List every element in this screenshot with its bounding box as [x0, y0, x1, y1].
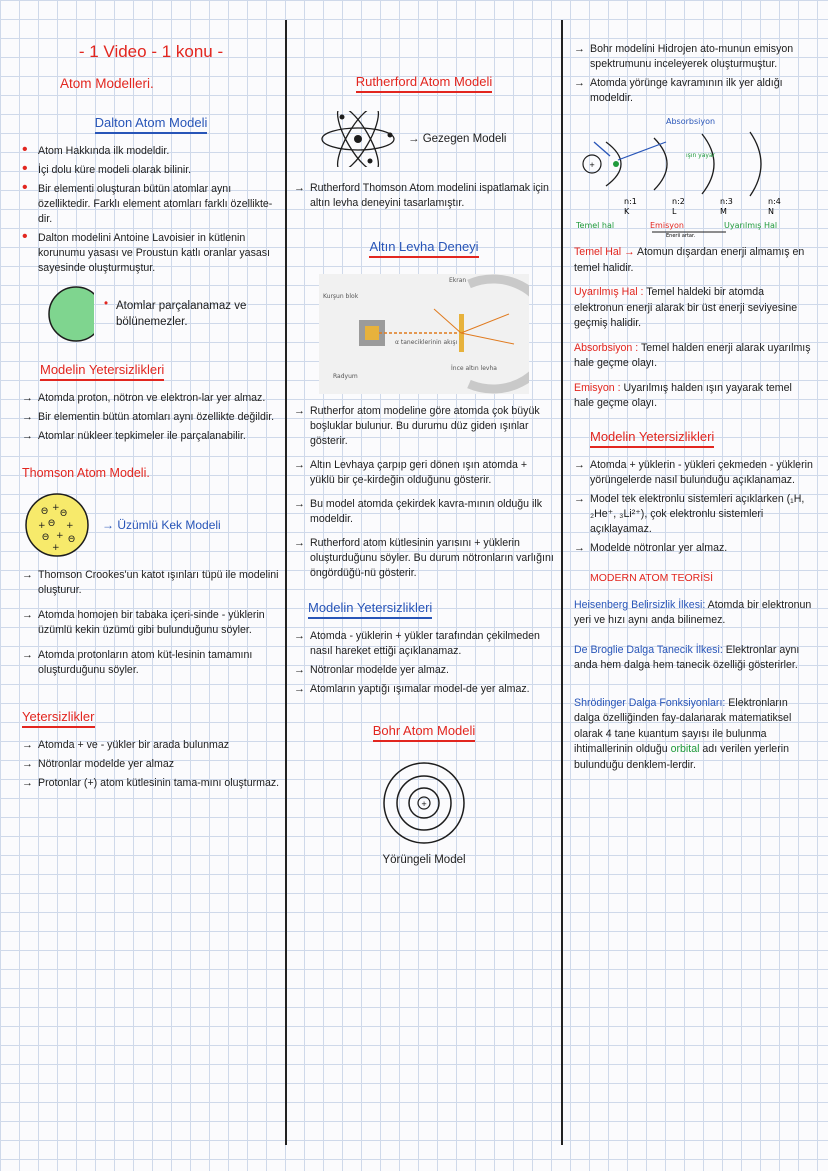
definition-absorption: Absorbsiyon : Temel halden enerji alarak uyarılmış hale geçme olayı.	[574, 341, 811, 369]
bohr-title: Bohr Atom Modeli	[373, 723, 476, 742]
list-item: → Atomda proton, nötron ve elektron-lar yer almaz.	[22, 391, 280, 406]
thomson-model-label: → Üzümlü Kek Modeli	[102, 518, 221, 532]
list-item: → Nötronlar modelde yer almaz	[22, 757, 280, 772]
definition-excited-state: Uyarılmış Hal : Temel haldeki bir atomda elektronun enerji alarak bir üst enerji seviyesine geçmiş halidir.	[574, 286, 798, 329]
topic-title: Atom Modelleri.	[60, 76, 154, 91]
thomson-limits-list	[22, 738, 280, 791]
planet-model-label: → Gezegen Modeli	[408, 133, 507, 145]
debroglie-principle: De Broglie Dalga Tanecik İlkesi: Elektronlar aynı anda hem dalga hem tanecik özelliği gösterirler.	[574, 643, 800, 671]
level-1-n: n:1	[624, 197, 637, 206]
level-1-shell: K	[624, 207, 630, 216]
schrodinger-wave-functions: Shrödinger Dalga Fonksiyonları: Elektronların dalga özelliğinden fay-dalanarak matematiksel olarak 4 tane kuantum sayısı ile bulunma ihtimallerinin olduğu orbital adı verilen yerlerin bulunduğu denklem-lerdir.	[574, 696, 792, 771]
bohr-energy-diagram	[576, 112, 812, 237]
column-divider-right	[561, 20, 563, 1145]
thomson-title: Thomson Atom Modeli.	[22, 466, 150, 480]
list-item: • Atom Hakkında ilk modeldir.	[22, 144, 280, 159]
gold-foil-experiment-figure	[319, 274, 529, 394]
thomson-limits-title: Yetersizlikler	[22, 709, 95, 728]
rutherford-title: Rutherford Atom Modeli	[356, 74, 493, 93]
list-item: • Dalton modelini Antoine Lavoisier in kütlenin korunumu yasası ve Proustun katlı oranlar yasası sayesinde oluşturmuştur.	[22, 231, 280, 276]
rutherford-planet-row	[318, 111, 554, 167]
level-2-shell: L	[672, 207, 677, 216]
dalton-title: Dalton Atom Modeli	[95, 115, 208, 134]
list-item: → Rutherford Thomson Atom modelini ispatlamak için altın levha deneyini tasarlamıştır.	[294, 181, 554, 211]
label-photon: ışın yayar	[686, 152, 716, 159]
rutherford-limits-title: Modelin Yetersizlikleri	[308, 600, 432, 619]
label-emission: Emisyon	[650, 221, 684, 230]
list-item: → Modelde nötronlar yer almaz.	[574, 541, 814, 556]
rutherford-limits-list	[294, 629, 554, 697]
svg-text:Θ: Θ	[48, 519, 56, 529]
list-item: • Bir elementi oluşturan bütün atomlar aynı özelliktedir. Farklı element atomları farklı özellikte-dir.	[22, 182, 280, 227]
list-item: → Model tek elektronlu sistemleri açıklarken (₁H, ₂He⁺, ₃Li²⁺), çok elektronlu sistemleri açıklayamaz.	[574, 492, 814, 537]
svg-text:Θ: Θ	[68, 535, 76, 545]
fig-label-foil: İnce altın levha	[451, 365, 497, 372]
level-4-n: n:4	[768, 197, 781, 206]
label-ground-state: Temel hal	[576, 221, 615, 230]
label-excited-state: Uyarılmış Hal	[724, 221, 778, 230]
list-item: → Thomson Crookes'un katot ışınları tüpü ile modelini oluşturur.	[22, 568, 280, 598]
label-absorption: Absorbsiyon	[666, 117, 716, 126]
list-item: → Bu model atomda çekirdek kavra-mının olduğu ilk modeldir.	[294, 497, 554, 527]
svg-text:Θ: Θ	[60, 509, 68, 519]
column-right	[574, 22, 814, 782]
column-divider-left	[285, 20, 287, 1145]
dalton-limits-title: Modelin Yetersizlikleri	[40, 362, 164, 381]
definition-ground-state: Temel Hal → Atomun dışardan enerji almamış en temel halidir.	[574, 246, 805, 274]
svg-text:+: +	[66, 521, 74, 531]
list-item: → Atomda yörünge kavramının ilk yer aldığı modeldir.	[574, 76, 814, 106]
svg-text:+: +	[52, 543, 60, 553]
list-item: → Atomda + yüklerin - yükleri çekmeden - yüklerin yörüngelerde nasıl bulunduğu açıklanamaz.	[574, 458, 814, 488]
list-item: → Atomların yaptığı ışımalar model-de yer almaz.	[294, 682, 554, 697]
bohr-limits-title: Modelin Yetersizlikleri	[590, 429, 714, 448]
experiment-title: Altın Levha Deneyi	[369, 239, 478, 258]
thomson-list	[22, 568, 280, 678]
bohr-orbit-figure	[374, 758, 474, 848]
definitions	[574, 245, 814, 412]
heisenberg-principle: Heisenberg Belirsizlik İlkesi: Atomda bir elektronun yeri ve hızı aynı anda bilinemez.	[574, 598, 812, 626]
bohr-caption: Yörüngeli Model	[382, 854, 466, 866]
definition-emission: Emisyon : Uyarılmış halden ışın yayarak temel hale geçme olayı.	[574, 381, 792, 409]
rutherford-intro-list	[294, 181, 554, 211]
page-header: - 1 Video - 1 konu -	[78, 42, 224, 61]
list-item: • İçi dolu küre modeli olarak bilinir.	[22, 163, 280, 178]
svg-text:+: +	[421, 800, 427, 808]
dalton-sphere-row	[46, 284, 280, 344]
svg-text:Θ: Θ	[42, 533, 50, 543]
level-3-shell: M	[720, 207, 727, 216]
thomson-model-row	[22, 490, 280, 560]
list-item: → Altın Levhaya çarpıp geri dönen ışın atomda + yüklü bir çe-kirdeğin olduğunu gösterir.	[294, 458, 554, 488]
fig-label-lead-block: Kurşun blok	[323, 293, 359, 300]
fig-label-screen: Ekran	[449, 277, 467, 284]
plum-pudding-figure	[22, 490, 92, 560]
modern-theory-title: MODERN ATOM TEORİSİ	[590, 571, 714, 584]
fig-label-radium: Radyum	[333, 373, 358, 380]
column-left	[22, 22, 280, 795]
list-item: → Protonlar (+) atom kütlesinin tama-mını oluşturmaz.	[22, 776, 280, 791]
fig-label-beam: α taneciklerinin akışı	[395, 339, 458, 346]
list-item: → Atomda + ve - yükler bir arada bulunmaz	[22, 738, 280, 753]
svg-text:+: +	[38, 521, 46, 531]
level-4-shell: N	[768, 207, 774, 216]
dalton-bullets	[22, 144, 280, 276]
list-item: → Atomda - yüklerin + yükler tarafından çekilmeden nasıl hareket ettiği açıklanamaz.	[294, 629, 554, 659]
experiment-list	[294, 404, 554, 581]
column-middle	[294, 22, 554, 866]
label-energy-axis: Enerji artar.	[666, 233, 696, 237]
list-item: → Bir elementin bütün atomları aynı özellikte değildir.	[22, 410, 280, 425]
dalton-sphere-figure	[46, 284, 94, 344]
bohr-limits-list	[574, 458, 814, 556]
level-3-n: n:3	[720, 197, 733, 206]
bohr-description-list	[574, 42, 814, 106]
list-item: → Nötronlar modelde yer almaz.	[294, 663, 554, 678]
list-item: → Bohr modelini Hidrojen ato-munun emisyon spektrumunu inceleyerek oluşturmuştur.	[574, 42, 814, 72]
level-2-n: n:2	[672, 197, 685, 206]
list-item: → Rutherfor atom modeline göre atomda çok büyük boşluklar bulunur. Bu durumu düz giden ışınlar gösterir.	[294, 404, 554, 449]
svg-text:+: +	[52, 503, 60, 513]
list-item: → Atomda homojen bir tabaka içeri-sinde - yüklerin üzümlü kekin üzümü gibi bulunduğunu söyler.	[22, 608, 280, 638]
list-item: → Atomda protonların atom küt-lesinin tamamını oluşturduğunu söyler.	[22, 648, 280, 678]
svg-text:+: +	[589, 161, 595, 169]
list-item: → Atomlar nükleer tepkimeler ile parçalanabilir.	[22, 429, 280, 444]
planetary-atom-figure	[318, 111, 398, 167]
list-item: → Rutherford atom kütlesinin yarısını + yüklerin oluşturduğunu söyler. Bu durum nötronların varlığını öngördüğü-nü gösterir.	[294, 536, 554, 581]
svg-text:Θ: Θ	[41, 507, 49, 517]
svg-text:+: +	[56, 531, 64, 541]
dalton-sphere-note: • Atomlar parçalanamaz ve bölünemezler.	[103, 298, 247, 328]
dalton-limits-list	[22, 391, 280, 444]
